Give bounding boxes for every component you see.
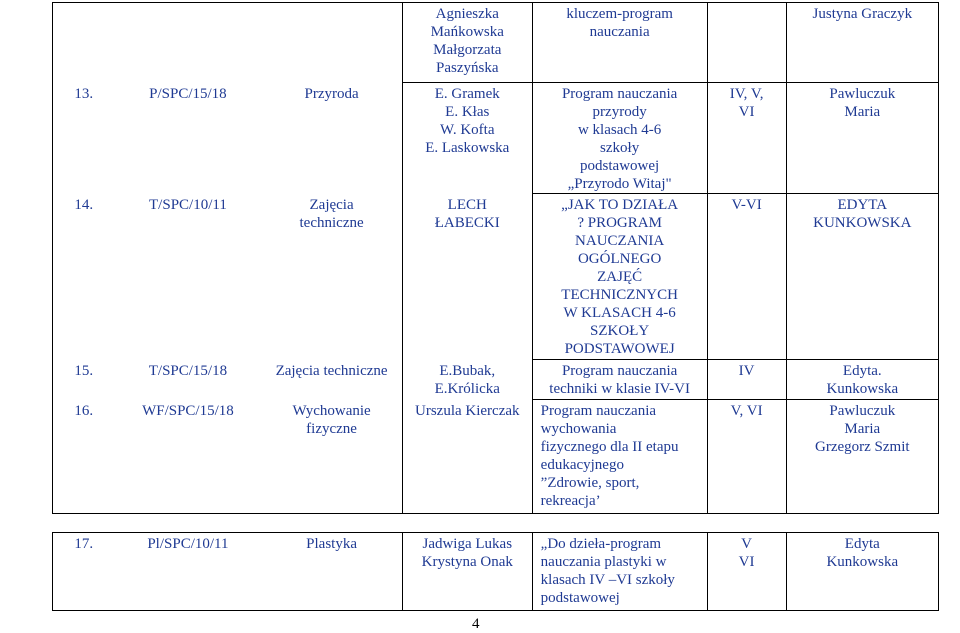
row-number: 14. bbox=[53, 194, 115, 360]
classes-cell bbox=[707, 3, 786, 83]
teachers-cell: Pawluczuk Maria Grzegorz Szmit bbox=[786, 400, 938, 514]
classes-cell: IV bbox=[707, 360, 786, 400]
classes-cell: V VI bbox=[707, 533, 786, 611]
classes-cell: V, VI bbox=[707, 400, 786, 514]
table-row bbox=[53, 3, 939, 83]
classes-cell: V-VI bbox=[707, 194, 786, 360]
table-row bbox=[53, 533, 939, 611]
row-number: 13. bbox=[53, 83, 115, 194]
row-number: 16. bbox=[53, 400, 115, 514]
subject-cell: Przyroda bbox=[261, 83, 402, 194]
subject-cell: Plastyka bbox=[261, 533, 402, 611]
table-row bbox=[53, 194, 939, 360]
teachers-cell: Edyta. Kunkowska bbox=[786, 360, 938, 400]
curriculum-table bbox=[52, 2, 939, 611]
table-gap bbox=[53, 514, 939, 533]
program-cell: kluczem-program nauczania bbox=[532, 3, 707, 83]
program-code: T/SPC/10/11 bbox=[149, 196, 227, 213]
authors-cell: LECH ŁABECKI bbox=[402, 194, 532, 360]
teachers-cell: Justyna Graczyk bbox=[786, 3, 938, 83]
classes-cell: IV, V, VI bbox=[707, 83, 786, 194]
teachers-cell: Edyta Kunkowska bbox=[786, 533, 938, 611]
authors-cell: E.Bubak, E.Królicka bbox=[402, 360, 532, 400]
table-cell-empty bbox=[53, 3, 403, 83]
subject-cell: Wychowanie fizyczne bbox=[261, 400, 402, 514]
teachers-cell: Pawluczuk Maria bbox=[786, 83, 938, 194]
table-row bbox=[53, 83, 939, 194]
program-cell: Program nauczania przyrody w klasach 4-6 szkoły podstawowej „Przyrodo Witaj" bbox=[532, 83, 707, 194]
row-number: 17. bbox=[53, 533, 115, 611]
table-row bbox=[53, 360, 939, 400]
program-code: Pl/SPC/10/11 bbox=[115, 533, 262, 611]
subject-cell: Zajęcia techniczne bbox=[261, 194, 402, 360]
authors-cell: Jadwiga Lukas Krystyna Onak bbox=[402, 533, 532, 611]
program-code: WF/SPC/15/18 bbox=[115, 400, 262, 514]
program-cell: „JAK TO DZIAŁA ? PROGRAM NAUCZANIA OGÓLNEGO ZAJĘĆ TECHNICZNYCH W KLASACH 4-6 SZKOŁY PODSTAWOWEJ bbox=[532, 194, 707, 360]
authors-cell: Agnieszka Mańkowska Małgorzata Paszyńska bbox=[402, 3, 532, 83]
program-cell: Program nauczania wychowania fizycznego dla II etapu edukacyjnego ”Zdrowie, sport, rekreacja’ bbox=[532, 400, 707, 514]
authors-cell: E. Gramek E. Kłas W. Kofta E. Laskowska bbox=[402, 83, 532, 194]
program-cell: „Do dzieła-program nauczania plastyki w klasach IV –VI szkoły podstawowej bbox=[532, 533, 707, 611]
program-code: T/SPC/15/18 bbox=[148, 362, 228, 379]
subject-cell: Zajęcia techniczne bbox=[261, 360, 402, 400]
row-number: 15. bbox=[53, 360, 115, 400]
program-code: P/SPC/15/18 bbox=[149, 85, 227, 102]
page-number: 4 bbox=[472, 616, 480, 632]
program-cell: Program nauczania techniki w klasie IV-VI bbox=[532, 360, 707, 400]
authors-cell: Urszula Kierczak bbox=[402, 400, 532, 514]
teachers-cell: EDYTA KUNKOWSKA bbox=[786, 194, 938, 360]
table-row bbox=[53, 400, 939, 514]
